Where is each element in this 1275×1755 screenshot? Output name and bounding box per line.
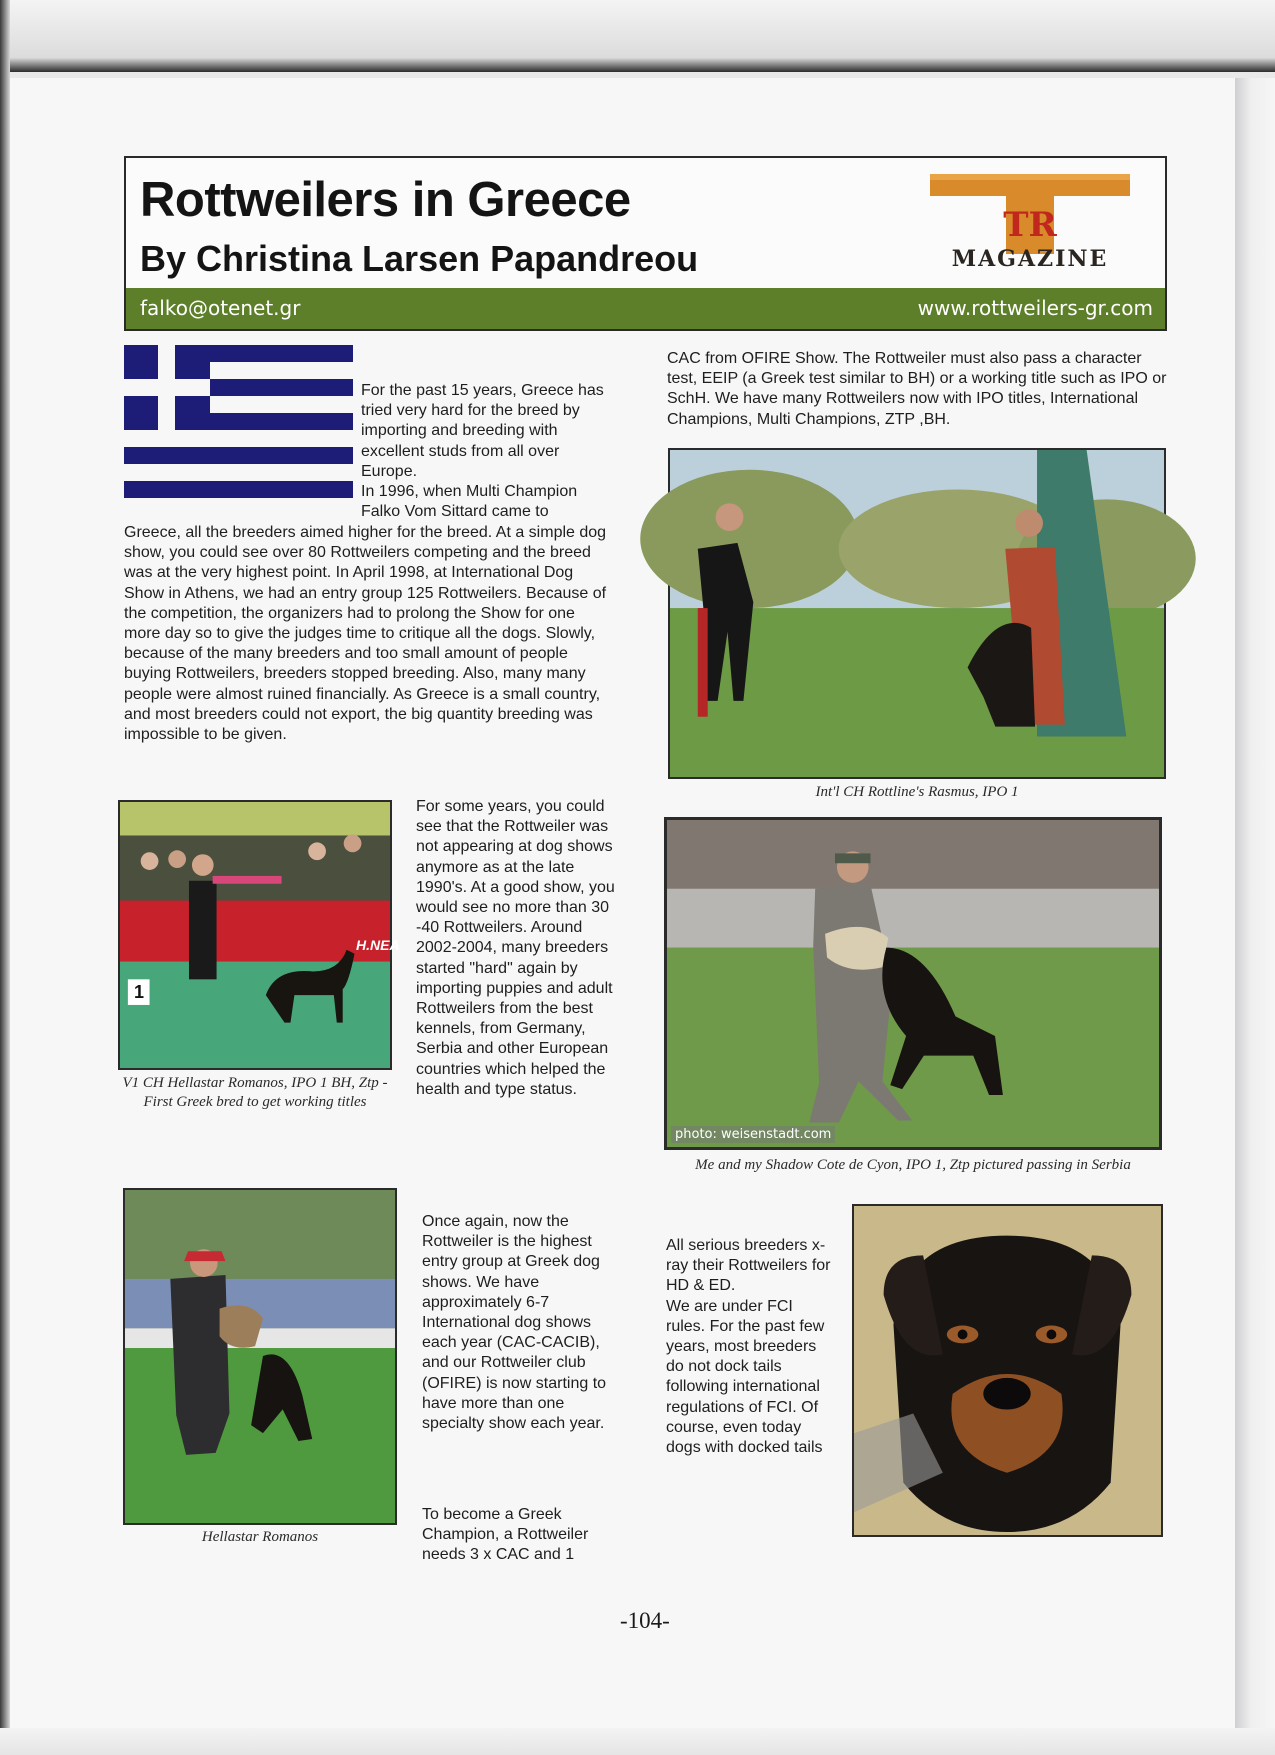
hellastar-photo: [123, 1188, 397, 1525]
intro-paragraph-2: In 1996, when Multi Champion Falko Vom Sittard came to: [361, 483, 578, 521]
rasmus-caption: Int'l CH Rottline's Rasmus, IPO 1: [815, 784, 1019, 800]
shadow-caption: Me and my Shadow Cote de Cyon, IPO 1, Ztp pictured passing in Serbia: [695, 1157, 1131, 1173]
scan-right-edge: [1235, 78, 1275, 1728]
banner-text: H.NEA: [356, 937, 400, 953]
article-header: [124, 156, 1167, 331]
show-ring-photo: [118, 800, 400, 1070]
intro-full-text: Greece, all the breeders aimed higher for the breed. At a simple dog show, you could see over 80 Rottweilers competing and the breed was at the very highest point. In April 1998, at International Dog Show in Athens, we had an entry group 125 Rottweilers. Because of the competition, the organizers had to prolong the Show for one more day so to give the judges time to critique all the dogs. Slowly, because of the many breeders and too small amount of people buying Rottweilers, breeders stopped breeding. Also, many many people were almost ruined financially. As Greece is a small country, and most breeders could not export, the big quantity breeding was impossible to be given.: [124, 524, 607, 744]
article-title: Rottweilers in Greece: [140, 173, 631, 227]
right-bottom-paragraph-1: All serious breeders x-ray their Rottweilers for HD & ED.: [666, 1237, 831, 1295]
photo-credit: photo: weisenstadt.com: [671, 1126, 835, 1143]
middle-text-3: To become a Greek Champion, a Rottweiler needs 3 x CAC and 1: [422, 1506, 589, 1564]
middle-text-2: Once again, now the Rottweiler is the highest entry group at Greek dog shows. We have approximately 6-7 International dog shows each year (CAC-CACIB), and our Rottweiler club (OFIRE) is now starting to have more than one specialty show each year.: [422, 1213, 607, 1433]
middle-text-1: For some years, you could see that the Rottweiler was not appearing at dog shows anymore as at the late 1990's. At a good show, you would see no more than 30 -40 Rottweilers. Around 2002-2004, many breeders started "hard" again by importing puppies and adult Rottweilers from the best kennels, from Germany, Serbia and other European countries which helped the health and type status.: [416, 798, 615, 1098]
shadow-photo: [664, 817, 1162, 1150]
header-contact-bar: [126, 288, 1165, 329]
greek-flag-icon: [124, 345, 353, 501]
tr-magazine-logo: [930, 174, 1130, 274]
show-ring-caption: V1 CH Hellastar Romanos, IPO 1 BH, Ztp - First Greek bred to get working titles: [122, 1075, 388, 1110]
intro-wrapped-text: [361, 381, 611, 522]
rottweiler-portrait-icon: [852, 1204, 1163, 1537]
right-bottom-text: [666, 1236, 836, 1458]
intro-paragraph-1: For the past 15 years, Greece has tried very hard for the breed by importing and breeding with excellent studs from all over Europe.: [361, 382, 604, 480]
right-bottom-paragraph-2: We are under FCI rules. For the past few years, most breeders do not dock tails following international regulations of FCI. Of course, even today dogs with docked tails: [666, 1297, 825, 1457]
article-byline: By Christina Larsen Papandreou: [140, 238, 699, 279]
handler-number: 1: [134, 982, 145, 1002]
right-top-text: CAC from OFIRE Show. The Rottweiler must also pass a character test, EEIP (a Greek test similar to BH) or a working title such as IPO or SchH. We have many Rottweilers now with IPO titles, International Champions, Multi Champions, ZTP ,BH.: [667, 350, 1167, 428]
page-number: -104-: [620, 1608, 670, 1633]
author-email-link[interactable]: falko@otenet.gr: [140, 296, 301, 320]
hellastar-caption: Hellastar Romanos: [201, 1529, 319, 1545]
scan-left-edge: [0, 0, 10, 1755]
rasmus-photo: [668, 448, 1166, 779]
logo-word: MAGAZINE: [951, 246, 1109, 272]
website-link[interactable]: www.rottweilers-gr.com: [917, 296, 1153, 320]
scan-top-edge: [0, 0, 1275, 72]
svg-text:TR: TR: [1003, 205, 1057, 245]
scan-bottom-edge: [0, 1728, 1275, 1755]
